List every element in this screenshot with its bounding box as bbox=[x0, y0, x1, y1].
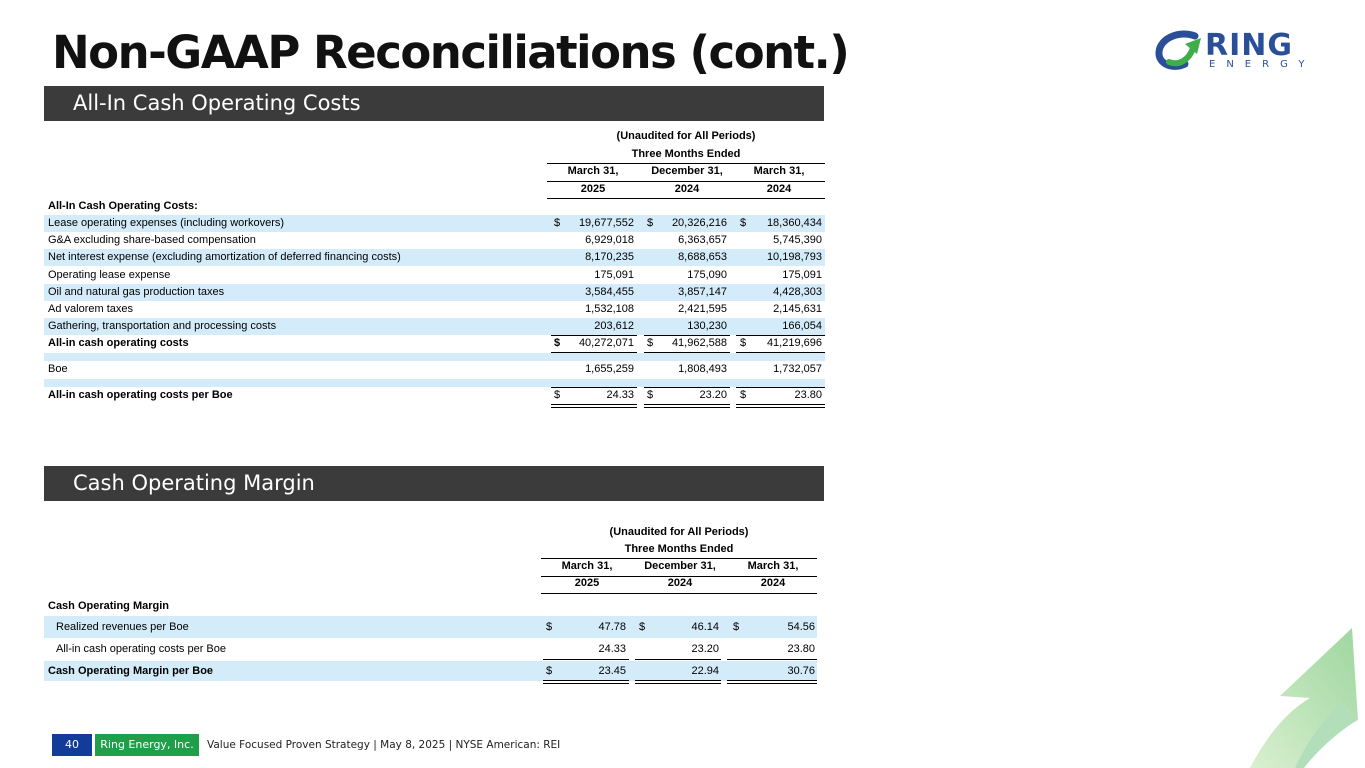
footer-company: Ring Energy, Inc. bbox=[95, 734, 199, 756]
col-header: March 31, bbox=[561, 560, 613, 572]
table-row: Gathering, transportation and processing costs 203,612 130,230 166,054 bbox=[44, 318, 825, 335]
col-header: December 31, bbox=[651, 165, 723, 177]
col-year: 2024 bbox=[766, 183, 792, 195]
col-year: 2025 bbox=[574, 577, 600, 589]
table-row: Oil and natural gas production taxes 3,584,455 3,857,147 4,428,303 bbox=[44, 284, 825, 301]
table-row: G&A excluding share-based compensation 6,929,018 6,363,657 5,745,390 bbox=[48, 234, 822, 247]
table-row: All-in cash operating costs per Boe 24.33 23.20 23.80 bbox=[56, 643, 815, 655]
table-row: Operating lease expense 175,091 175,090 175,091 bbox=[48, 268, 822, 281]
col-header: March 31, bbox=[747, 560, 799, 572]
group-label: All-In Cash Operating Costs: bbox=[48, 200, 198, 212]
margin-total-row: Cash Operating Margin per Boe $ 23.45 22.94 30.76 bbox=[44, 661, 817, 681]
col-year: 2024 bbox=[760, 577, 786, 589]
growth-arrow-icon bbox=[1240, 620, 1365, 768]
costs-table bbox=[44, 128, 825, 418]
footer-text: Value Focused Proven Strategy | May 8, 2025 | NYSE American: REI bbox=[207, 739, 561, 751]
period-label: Three Months Ended bbox=[624, 543, 734, 555]
unaudited-label: (Unaudited for All Periods) bbox=[609, 526, 749, 538]
table-row: Net interest expense (excluding amortization of deferred financing costs) 8,170,235 8,688,653 10,198,793 bbox=[44, 249, 825, 266]
page-title: Non-GAAP Reconciliations (cont.) bbox=[52, 26, 849, 79]
table-row: Ad valorem taxes 1,532,108 2,421,595 2,145,631 bbox=[48, 303, 822, 315]
table-row: Lease operating expenses (including workovers) $ $ $ 19,677,552 20,326,216 18,360,434 bbox=[44, 215, 825, 232]
col-header: March 31, bbox=[567, 165, 619, 177]
col-year: 2024 bbox=[667, 577, 693, 589]
boe-row: Boe 1,655,259 1,808,493 1,732,057 bbox=[48, 363, 822, 375]
period-label: Three Months Ended bbox=[631, 148, 741, 160]
section-header-margin: Cash Operating Margin bbox=[44, 466, 824, 501]
per-boe-row: All-in cash operating costs per Boe $ 24.33 $ 23.20 $ 23.80 bbox=[48, 389, 822, 401]
total-row: All-in cash operating costs $ 40,272,071 $ 41,962,588 $ 41,219,696 bbox=[48, 337, 822, 349]
table-row: Realized revenues per Boe $ 47.78 $ 46.14 $ 54.56 bbox=[44, 616, 817, 638]
page-number: 40 bbox=[52, 734, 92, 756]
margin-table bbox=[44, 522, 817, 692]
ring-energy-logo bbox=[1155, 28, 1315, 78]
col-header: December 31, bbox=[644, 560, 716, 572]
group-label: Cash Operating Margin bbox=[48, 600, 170, 612]
col-year: 2024 bbox=[674, 183, 700, 195]
section-header-costs: All-In Cash Operating Costs bbox=[44, 86, 824, 121]
col-year: 2025 bbox=[580, 183, 606, 195]
col-header: March 31, bbox=[753, 165, 805, 177]
ring-swoosh-icon bbox=[1155, 28, 1205, 74]
unaudited-label: (Unaudited for All Periods) bbox=[616, 130, 756, 142]
logo-tagline: ENERGY bbox=[1209, 59, 1316, 70]
logo-wordmark: RING bbox=[1205, 28, 1293, 63]
